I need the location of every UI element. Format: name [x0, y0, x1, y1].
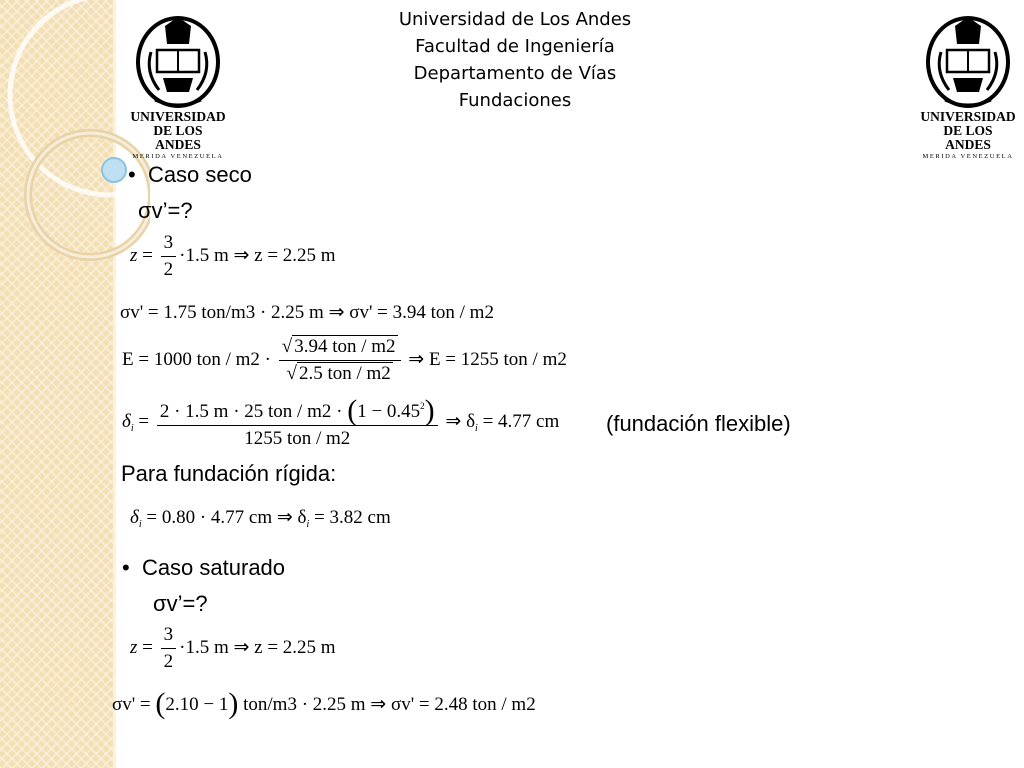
university-seal-icon [133, 12, 223, 110]
eq-rigid-body: = 0.80 · 4.77 cm ⇒ δ [146, 507, 307, 528]
sigma-question-saturado: σv’=? [153, 591, 208, 616]
bullet: • [122, 555, 130, 580]
fraction-den: 1255 ton / m2 [244, 428, 351, 449]
header-faculty: Facultad de Ingeniería [415, 36, 615, 57]
fraction-settlement: $\frac{2 \cdot 1.5 m \cdot 25 ton / m2 \cdot (1 - 0.45^2)}{\text{1255 ton / m2}}$ [157, 395, 438, 450]
equation-sigma-saturado: σv' = (2.10 − 1) ton/m3 · 2.25 m ⇒ σv' = 2.48 ton / m2 [112, 687, 536, 720]
fraction-sqrt: $\frac{\text{√ 3.94 ton / m2}}{\text{√ 2.5 ton / m2}}$ [279, 336, 401, 385]
slide-header [300, 6, 730, 114]
university-seal-icon [923, 12, 1013, 110]
fraction-3-2 [161, 232, 177, 281]
eq-e-right: ⇒ E = 1255 ton / m2 [408, 348, 567, 370]
fraction-num: 3 [161, 624, 177, 649]
eq-z-var: z [130, 244, 138, 266]
sidebar-edge [113, 0, 116, 768]
equation-z-saturado: z = $\frac{3}{2}$ ·1.5 m ⇒ z = 2.25 m [130, 624, 336, 672]
exponent: 2 [420, 401, 425, 411]
logo-name: UNIVERSIDAD [920, 109, 1016, 124]
header-department: Departamento de Vías [413, 63, 617, 84]
sigma-question-seco: σv’=? [138, 198, 193, 223]
fraction-num: 3.94 ton / m2 [294, 336, 396, 357]
eq-sat-b: 2.10 − 1 [165, 694, 229, 715]
header-university: Universidad de Los Andes [398, 9, 632, 30]
eq-settle-result: = 4.77 cm [477, 410, 560, 432]
note-flexible: (fundación flexible) [606, 411, 791, 436]
fraction-3-2 [161, 624, 177, 673]
logo-location: MERIDA VENEZUELA [922, 153, 1014, 160]
university-logo-right [920, 12, 1016, 160]
equation-rigid: $\delta_i = 0.80 \cdot 4.77$ cm ⇒ $\delta_i = 3.82$ cm [130, 507, 391, 530]
fraction-den: 2 [163, 259, 174, 280]
logo-name: UNIVERSIDAD [130, 109, 226, 124]
decorative-sidebar [0, 0, 114, 768]
fraction-den: 2 [163, 651, 174, 672]
university-logo-left [130, 12, 226, 160]
eq-sat-c: ton/m3 · 2.25 m ⇒ σv' = 2.48 ton / m2 [238, 694, 536, 715]
caso-seco-title: Caso seco [147, 162, 252, 187]
equation-z-seco: z = $\frac{3}{2}$ ·1.5 m ⇒ z = 2.25 m [130, 232, 336, 280]
eq-sat-a: σv' = [112, 694, 156, 715]
heading-caso-saturado [122, 555, 285, 581]
heading-caso-seco [128, 162, 252, 188]
fraction-num: 3 [161, 232, 177, 257]
eq-rigid-result: = 3.82 cm [309, 507, 391, 528]
logo-location: MERIDA VENEZUELA [132, 153, 224, 160]
eq-z-var: z [130, 636, 138, 658]
eq-settle-arrow: ⇒ δ [445, 410, 476, 432]
header-course: Fundaciones [458, 90, 572, 111]
eq-e-left: E = 1000 ton / m2 · [122, 348, 271, 370]
label-rigid: Para fundación rígida: [121, 461, 337, 486]
eq-z-rest: ·1.5 m ⇒ z = 2.25 m [179, 636, 336, 658]
logo-name-2: DE LOS ANDES [943, 123, 993, 152]
fraction-den: 2.5 ton / m2 [298, 363, 391, 384]
caso-saturado-title: Caso saturado [141, 555, 286, 580]
equation-modulus [122, 336, 567, 385]
bullet: • [128, 162, 136, 187]
logo-name-2: DE LOS ANDES [153, 123, 203, 152]
equation-settlement: $\delta_i$ = $\frac{2 \cdot 1.5 m \cdot 25 ton / m2 \cdot (1 - 0.45^2)}{\text{1255 ton / m2}}$ ⇒ $\delta_i = 4.77$ cm [122, 394, 560, 449]
equation-sigma-seco: σv' = 1.75 ton/m3 · 2.25 m ⇒ σv' = 3.94 ton / m2 [120, 302, 494, 323]
fraction-num-paren: 1 − 0.45 [357, 401, 421, 422]
fraction-num: 2 · 1.5 m · 25 ton / m2 · [159, 401, 348, 422]
eq-z-rest: ·1.5 m ⇒ z = 2.25 m [179, 244, 336, 266]
